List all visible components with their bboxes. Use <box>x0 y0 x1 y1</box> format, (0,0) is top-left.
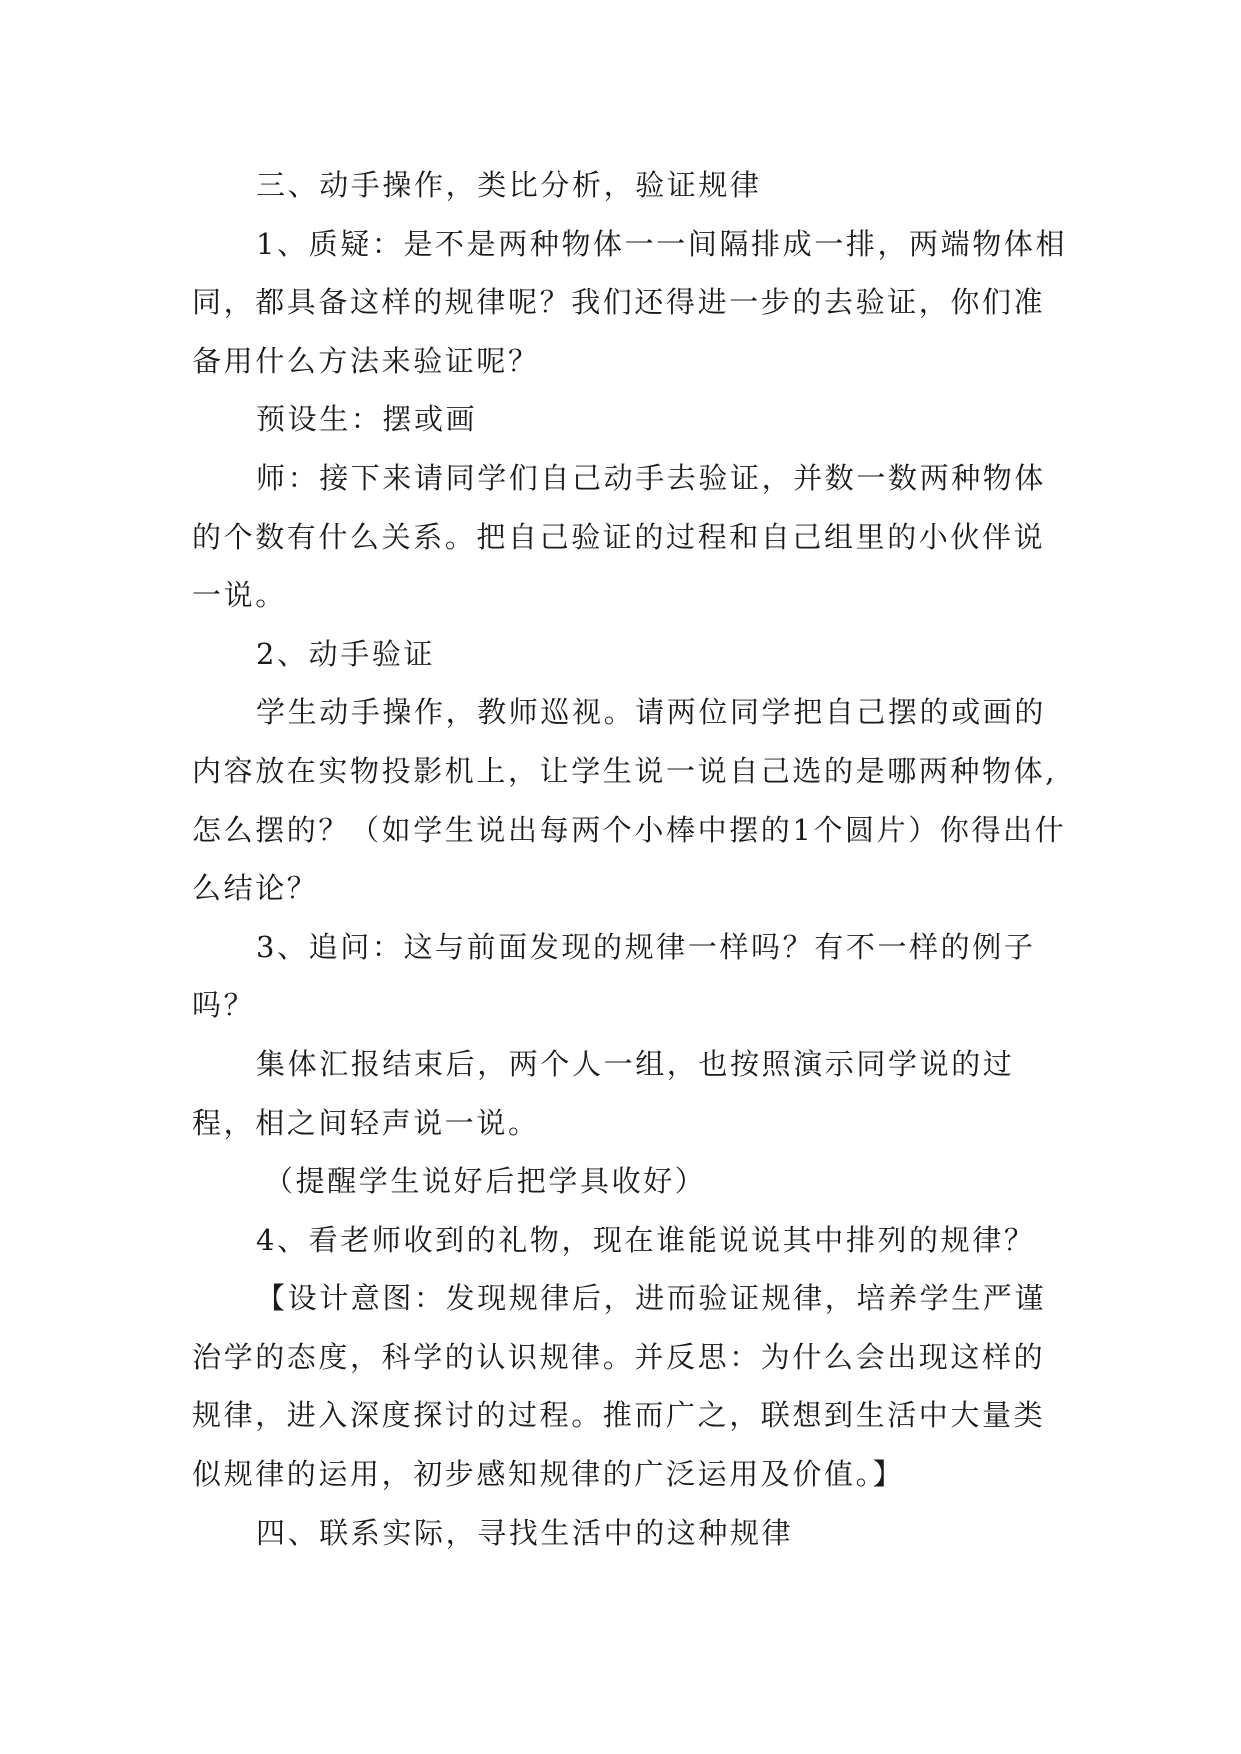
paragraph-teacher: 师：接下来请同学们自己动手去验证，并数一数两种物体的个数有什么关系。把自己验证的过程和自己组里的小伙伴说一说。 <box>192 460 1047 613</box>
paragraph-student-operation: 学生动手操作，教师巡视。请两位同学把自己摆的或画的内容放在实物投影机上，让学生说一说自己选的是哪两种物体,怎么摆的？（如学生说出每两个小棒中摆的1个圆片）你得出什么结论？ <box>192 695 1067 906</box>
paragraph-group-report: 集体汇报结束后，两个人一组，也按照演示同学说的过程，相之间轻声说一说。 <box>192 1046 1015 1140</box>
paragraph-step-3: 3、追问：这与前面发现的规律一样吗？有不一样的例子吗？ <box>192 929 1036 1023</box>
paragraph-question: 1、质疑：是不是两种物体一一间隔排成一排，两端物体相同，都具备这样的规律呢？我们还得进一步的去验证，你们准备用什么方法来验证呢？ <box>192 226 1068 378</box>
paragraph-step-4: 4、看老师收到的礼物，现在谁能说说其中排列的规律？ <box>256 1222 1036 1257</box>
document-body <box>192 156 1072 1562</box>
section-heading-3: 三、动手操作，类比分析，验证规律 <box>256 168 762 202</box>
paragraph-preset-answer: 预设生：摆或画 <box>256 402 478 437</box>
section-heading-4: 四、联系实际，寻找生活中的这种规律 <box>256 1515 794 1550</box>
paragraph-design-intent: 【设计意图：发现规律后，进而验证规律，培养学生严谨治学的态度，科学的认识规律。并反思：为什么会出现这样的规律，进入深度探讨的过程。推而广之，联想到生活中大量类似规律的运用，初步感知规律的广泛运用及价值。】 <box>192 1281 1047 1492</box>
paragraph-reminder: （提醒学生说好后把学具收好） <box>264 1164 707 1199</box>
paragraph-step-2: 2、动手验证 <box>256 636 436 671</box>
